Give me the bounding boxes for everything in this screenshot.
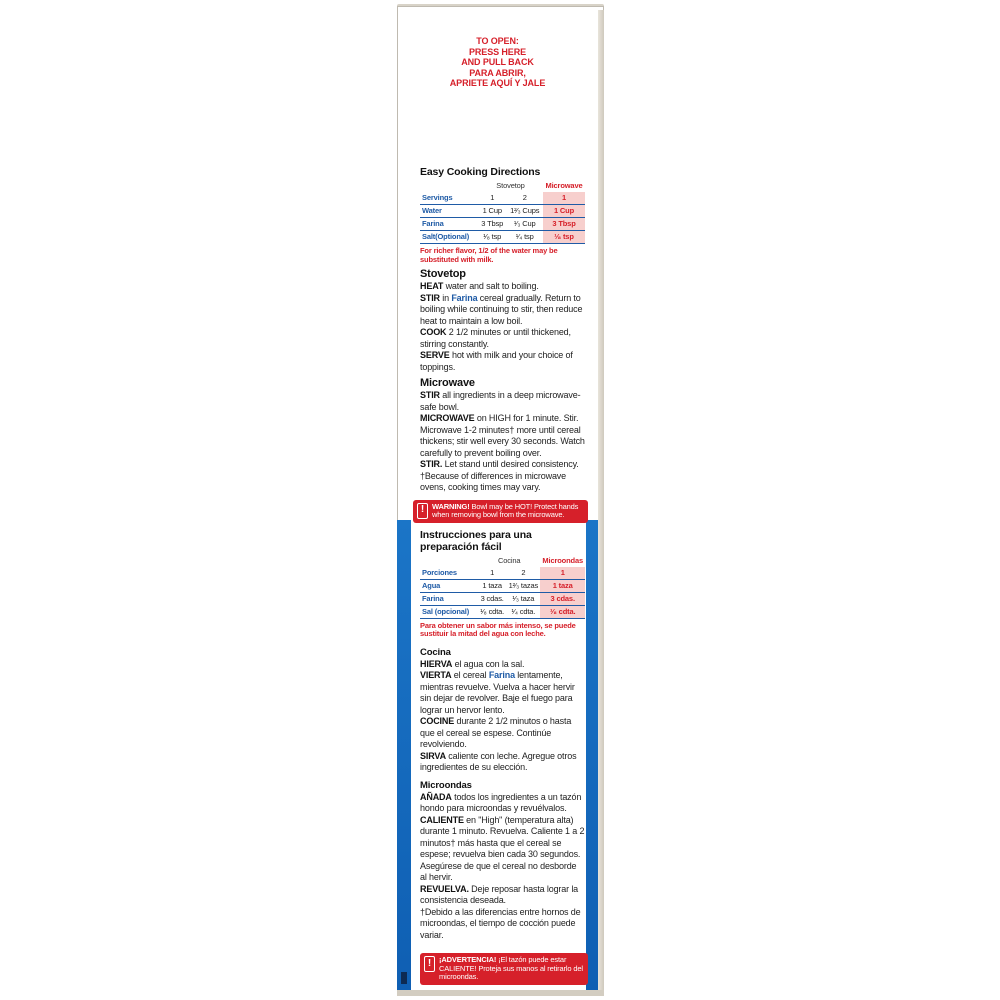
step	[420, 413, 585, 459]
directions-content	[420, 166, 585, 989]
step	[420, 884, 585, 907]
box-bottom-edge	[397, 990, 604, 996]
step	[420, 350, 585, 373]
microwave-header: Microondas	[542, 555, 583, 565]
cell: 1	[478, 192, 506, 205]
step-text: 2 1/2 minutes or until thickened, stirring constantly.	[420, 327, 571, 349]
row-label: Sal (opcional)	[420, 605, 478, 618]
stovetop-header: Stovetop	[496, 181, 525, 190]
step	[420, 751, 585, 774]
cell: 2	[506, 567, 540, 580]
row-label: Salt(Optional)	[420, 231, 478, 244]
step-text: water and salt to boiling.	[443, 281, 539, 291]
spanish-title: Instrucciones para una preparación fácil	[420, 528, 532, 553]
cell: 1²⁄₃ Cups	[506, 205, 543, 218]
stovetop-header: Cocina	[497, 555, 521, 565]
step-keyword: STIR	[420, 292, 440, 303]
microwave-header: Microwave	[545, 181, 583, 190]
open-line: PARA ABRIR,	[469, 67, 526, 78]
step-text: in	[439, 292, 452, 303]
table-row	[420, 605, 585, 618]
row-label: Farina	[420, 592, 478, 605]
cell: 1 taza	[478, 579, 506, 592]
english-milk-note: For richer flavor, 1/2 of the water may be substituted with milk.	[420, 246, 558, 264]
step	[420, 471, 585, 494]
step-keyword: SIRVA	[420, 750, 446, 761]
step-text: caliente con leche. Agregue otros ingredientes de su elección.	[420, 750, 577, 772]
english-warning-box	[413, 500, 588, 523]
warning-text: Bowl may be HOT! Protect hands when removing bowl from the microwave.	[432, 501, 579, 519]
step-text: todos los ingredientes a un tazón hondo para microondas y revuélvalos.	[420, 791, 582, 813]
step-text: el agua con la sal.	[452, 658, 525, 669]
step-keyword: SERVE	[420, 350, 450, 360]
cell: 1 Cup	[478, 205, 506, 218]
step	[420, 716, 585, 751]
warning-keyword: WARNING!	[432, 501, 470, 511]
table-row	[420, 231, 585, 244]
step-keyword: CALIENTE	[420, 814, 464, 825]
open-line: PRESS HERE	[468, 46, 527, 57]
cell-microwave: 1 Cup	[543, 205, 585, 218]
footnote: †Because of differences in microwave ovens, cooking times may vary.	[420, 470, 567, 492]
step-text: Let stand until desired consistency.	[442, 459, 579, 469]
step-keyword: HEAT	[420, 281, 444, 291]
row-label: Servings	[420, 192, 478, 205]
table-row	[420, 567, 585, 580]
cell: 1²⁄₃ tazas	[506, 579, 540, 592]
cell: ¹⁄₃ Cup	[506, 218, 543, 231]
cell: 3 cdas.	[478, 592, 506, 605]
table-row	[420, 205, 585, 218]
table-row	[420, 192, 585, 205]
spanish-warning-box	[420, 953, 588, 985]
cell-microwave: ¹⁄₈ cdta.	[540, 605, 585, 618]
table-row	[420, 592, 585, 605]
step-text: cereal gradually. Return to boiling while continuing to stir, then reduce heat to maintain a low boil.	[420, 292, 583, 326]
cell: ¹⁄₈ tsp	[478, 231, 506, 244]
row-label: Porciones	[420, 567, 478, 580]
step-keyword: MICROWAVE	[420, 413, 475, 423]
step-text: lentamente, mientras revuelve. Vuelva a hacer hervir sin dejar de revolver. Baje el fuego para lograr un hervor lento.	[420, 670, 575, 715]
step-keyword: AÑADA	[420, 791, 452, 802]
cell: 2	[506, 192, 543, 205]
step-keyword: HIERVA	[420, 658, 453, 669]
exclamation-icon: !	[424, 956, 435, 972]
open-instructions[interactable]	[397, 36, 598, 89]
stovetop-title: Stovetop	[420, 268, 466, 280]
step	[420, 281, 585, 293]
step-text: Deje reposar hasta lograr la consistencia deseada.	[420, 883, 579, 905]
open-line: AND PULL BACK	[461, 57, 534, 67]
row-label: Farina	[420, 218, 478, 231]
step-keyword: COCINE	[420, 716, 455, 726]
cell: 3 Tbsp	[478, 218, 506, 231]
row-label: Agua	[420, 579, 478, 592]
step	[420, 792, 585, 815]
microwave-title: Microwave	[420, 377, 475, 389]
step-keyword: STIR.	[420, 459, 443, 469]
open-line: TO OPEN:	[476, 36, 519, 46]
step-text: el cereal	[451, 670, 489, 680]
warning-keyword: ¡ADVERTENCIA!	[439, 955, 497, 964]
cocina-title: Cocina	[420, 646, 451, 658]
table-row	[420, 218, 585, 231]
step	[420, 659, 585, 671]
cell-microwave: ¹⁄₈ tsp	[543, 231, 585, 244]
spanish-milk-note: Para obtener un sabor más intenso, se puede sustituir la mitad del agua con leche.	[420, 620, 576, 638]
step-text: hot with milk and your choice of toppings.	[420, 350, 573, 372]
step	[420, 670, 585, 716]
cell: ¹⁄₃ taza	[506, 592, 540, 605]
cell: 1	[478, 567, 506, 580]
cell: ¹⁄₄ cdta.	[506, 605, 540, 618]
footnote: †Debido a las diferencias entre hornos de microondas, el tiempo de cocción puede variar.	[420, 906, 581, 940]
brand-name: Farina	[488, 670, 515, 680]
step	[420, 907, 585, 942]
step-text: all ingredients in a deep microwave-safe bowl.	[420, 390, 581, 412]
table-row	[420, 579, 585, 592]
exclamation-icon: !	[417, 503, 428, 519]
spanish-cooking-table	[420, 555, 585, 619]
cell-microwave: 1 taza	[540, 579, 585, 592]
blue-band-left	[397, 520, 411, 990]
step-keyword: REVUELVA.	[420, 883, 469, 894]
step	[420, 815, 585, 884]
step-text: on HIGH for 1 minute. Stir. Microwave 1-2 minutes† more until cereal thickens; stir well every 30 seconds. Watch carefully to prevent boiling over.	[420, 413, 585, 458]
step	[420, 459, 585, 471]
brand-name: Farina	[451, 292, 478, 303]
cell-microwave: 1	[543, 192, 585, 205]
box-right-edge	[598, 10, 604, 994]
open-line: APRIETE AQUÍ Y JALE	[449, 78, 546, 88]
cell: ¹⁄₈ cdta.	[478, 605, 506, 618]
blue-band-right	[586, 520, 598, 990]
step-text: durante 2 1/2 minutos o hasta que el cereal se espese. Continúe revolviendo.	[420, 716, 572, 749]
step-keyword: VIERTA	[420, 670, 452, 680]
step	[420, 293, 585, 328]
english-title: Easy Cooking Directions	[420, 166, 541, 178]
cell-microwave: 1	[540, 567, 585, 580]
row-label: Water	[420, 205, 478, 218]
english-cooking-table	[420, 180, 585, 244]
step	[420, 390, 585, 413]
print-mark	[401, 972, 407, 984]
microondas-title: Microondas	[420, 779, 472, 791]
warning-text: ¡El tazón puede estar CALIENTE! Proteja sus manos al retirarlo del microondas.	[439, 955, 583, 981]
step	[420, 327, 585, 350]
cell-microwave: 3 cdas.	[540, 592, 585, 605]
cell-microwave: 3 Tbsp	[543, 218, 585, 231]
step-text: en "High" (temperatura alta) durante 1 minuto. Revuelva. Caliente 1 a 2 minutos† más hasta que el cereal se espese; revuelva bien cada 30 segundos. Asegúrese de que el cereal no desborde al hervir.	[420, 814, 585, 882]
cell: ¹⁄₄ tsp	[506, 231, 543, 244]
step-keyword: COOK	[420, 327, 447, 337]
step-keyword: STIR	[420, 390, 440, 400]
